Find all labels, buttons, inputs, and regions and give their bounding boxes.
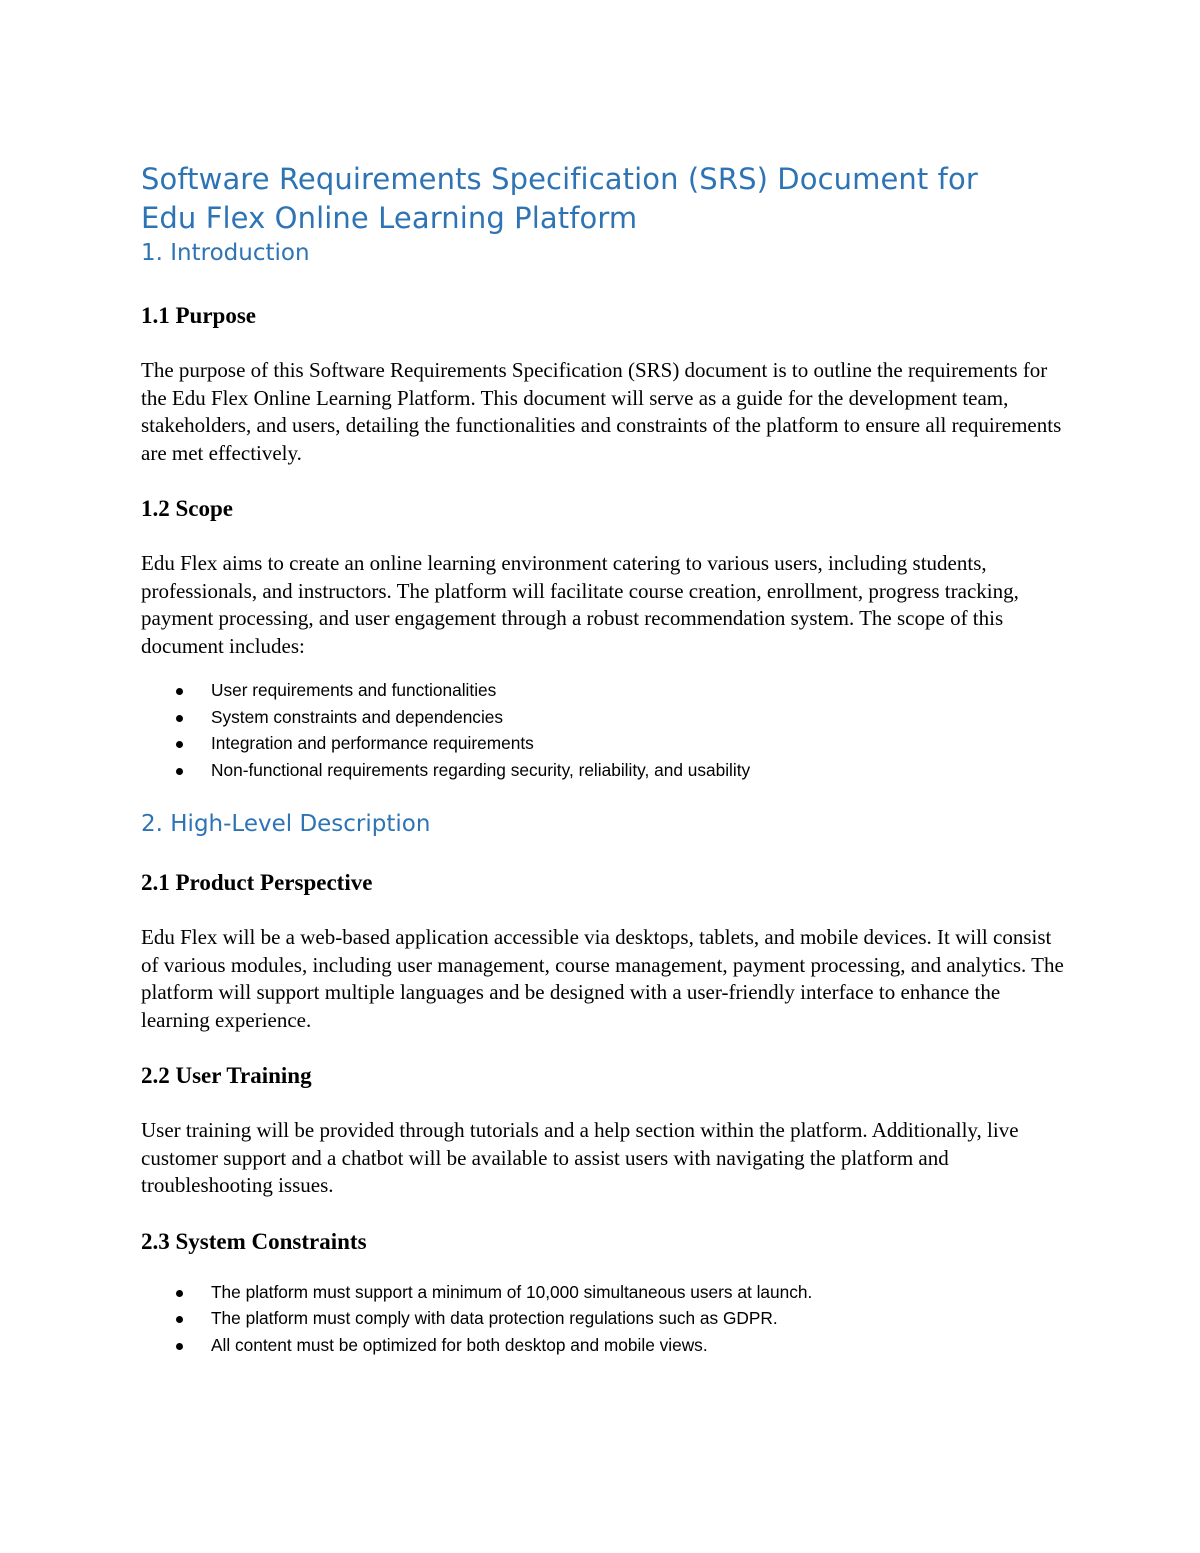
bullet-icon (176, 688, 183, 695)
list-item (141, 757, 1071, 784)
scope-item-text: User requirements and functionalities (211, 680, 497, 700)
constraint-item-text: The platform must comply with data protection regulations such as GDPR. (211, 1308, 778, 1328)
constraint-item-text: All content must be optimized for both desktop and mobile views. (211, 1334, 708, 1355)
list-item (141, 704, 1071, 731)
scope-item-text: System constraints and dependencies (211, 706, 504, 727)
title-line-2: Edu Flex Online Learning Platform (141, 201, 638, 235)
user-training-paragraph: User training will be provided through tutorials and a help section within the platform. Additionally, live customer support and a chatbot will be available to assist users with navigating the platform and troubleshooting issues. (141, 1118, 1019, 1197)
purpose-paragraph: The purpose of this Software Requirements Specification (SRS) document is to outline the requirements for the Edu Flex Online Learning Platform. This document will serve as a guide for the development team, stakeholders, and users, detailing the functionalities and constraints of the platform to ensure all requirements are met effectively. (141, 358, 1062, 465)
scope-item-text: Non-functional requirements regarding security, reliability, and usability (211, 759, 751, 780)
bullet-icon (176, 1290, 183, 1297)
scope-paragraph: Edu Flex aims to create an online learning environment catering to various users, including students, professionals, and instructors. The platform will facilitate course creation, enrollment, progress tracking, payment processing, and user engagement through a robust recommendation system. The scope of this document includes: (141, 551, 1019, 658)
title-line-1: Software Requirements Specification (SRS) Document for (141, 162, 978, 196)
list-item (141, 1279, 1071, 1306)
subsection-heading-system-constraints: 2.3 System Constraints (141, 1228, 367, 1254)
section-heading-high-level-description: 2. High-Level Description (141, 811, 431, 837)
subsection-heading-scope: 1.2 Scope (141, 496, 233, 521)
subsection-heading-user-training: 2.2 User Training (141, 1063, 312, 1088)
list-item (141, 730, 1071, 757)
list-item (141, 677, 1071, 704)
scope-bullet-list (141, 677, 1071, 783)
product-perspective-paragraph: Edu Flex will be a web-based application accessible via desktops, tablets, and mobile devices. It will consist of various modules, including user management, course management, payment processing, and analytics. The platform will support multiple languages and be designed with a user-friendly interface to enhance the learning experience. (141, 925, 1064, 1032)
document-title (141, 160, 1071, 238)
subsection-heading-product-perspective: 2.1 Product Perspective (141, 870, 373, 895)
list-item (141, 1305, 1071, 1332)
bullet-icon (176, 768, 183, 775)
bullet-icon (176, 1343, 183, 1350)
constraints-bullet-list (141, 1279, 1071, 1359)
section-heading-introduction: 1. Introduction (141, 240, 310, 266)
constraint-item-text: The platform must support a minimum of 10,000 simultaneous users at launch. (211, 1281, 813, 1302)
scope-item-text: Integration and performance requirements (211, 733, 534, 753)
bullet-icon (176, 715, 183, 722)
subsection-heading-purpose: 1.1 Purpose (141, 303, 256, 328)
bullet-icon (176, 741, 183, 748)
list-item (141, 1332, 1071, 1359)
document-page (141, 160, 1071, 1358)
bullet-icon (176, 1316, 183, 1323)
